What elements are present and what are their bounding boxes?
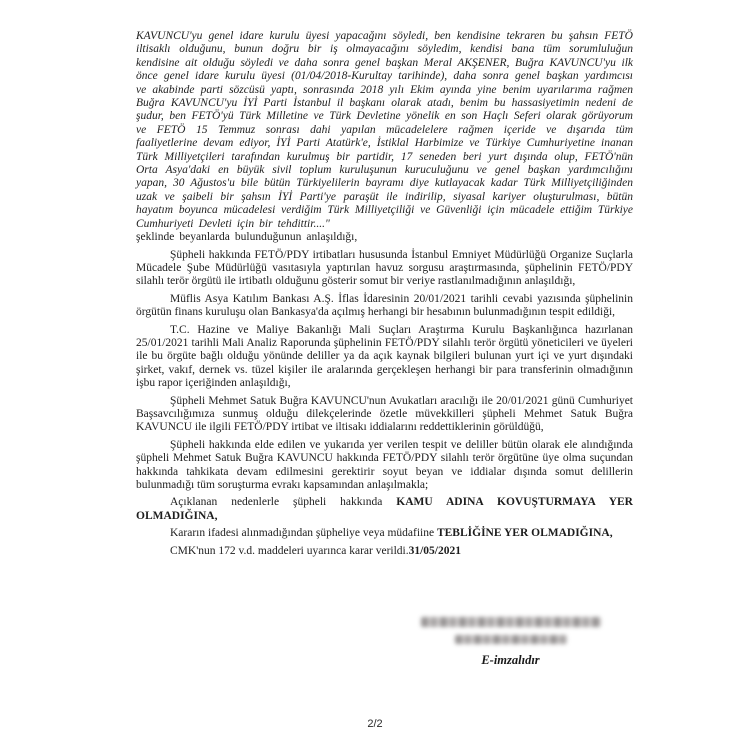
- signature-block: [403, 617, 618, 668]
- paragraph: [136, 30, 633, 245]
- paragraph: [136, 545, 633, 558]
- paragraph-segment: Şüpheli hakkında FETÖ/PDY irtibatları hususunda İstanbul Emniyet Müdürlüğü Organize Suçlarla Mücadele Şube Müdürlüğü vasıtasıyla yaptırılan havuz sorgusu araştırmasında, şüphelinin FETÖ/PDY silahlı terör örgütü ile irtibatlı olduğunu gösterir somut bir veriye rastlanılmadığının anlaşıldığı,: [136, 248, 633, 288]
- paragraph-segment: 31/05/2021: [408, 544, 461, 557]
- paragraph-segment: şeklinde beyanlarda bulunduğunun anlaşıldığı,: [136, 231, 358, 244]
- paragraph-segment: T.C. Hazine ve Maliye Bakanlığı Mali Suçları Araştırma Kurulu Başkanlığınca hazırlanan 25/01/2021 tarihli Mali Analiz Raporunda şüphelinin FETÖ/PDY silahlı terör örgütü yöneticileri ve üyeleri ile bu örgüte bağlı olduğu yönünde deliller ya da açık kaynak bilgileri bulunan yurt içi ve yurt dışındaki şirket, vakıf, dernek vs. tüzel kişiler ile aralarında gerçekleşen herhangi bir para transferinin olmadığının işbu rapor içeriğinden anlaşıldığı,: [136, 323, 633, 390]
- paragraph: [136, 439, 633, 493]
- paragraph-segment: Kararın ifadesi alınmadığından şüpheliye veya müdafiine: [170, 527, 437, 540]
- paragraph-segment: Şüpheli Mehmet Satuk Buğra KAVUNCU'nun Avukatları aracılığı ile 20/01/2021 günü Cumhuriyet Başsavcılığımıza sunmuş olduğu dilekçelerinde özetle müvekkilleri şüpheli Mehmet Satuk Buğra KAVUNCU ile ilgili FETÖ/PDY irtibat ve iltisakı iddialarını reddettiklerinin görüldüğü,: [136, 394, 633, 434]
- paragraph: [136, 395, 633, 435]
- paragraph: [136, 324, 633, 391]
- redacted-signatory-title: [455, 635, 567, 644]
- paragraph-segment: Şüpheli hakkında elde edilen ve yukarıda yer verilen tespit ve deliller bütün olarak ele alındığında şüpheli Mehmet Satuk Buğra KAVUNCU hakkında FETÖ/PDY silahlı terör örgütüne üye olma suçundan hakkında tahkikata devam edilmesini gerektirir soyut beyan ve iddialar dışında somut delillerin bulunmadığı tüm soruşturma evrakı kapsamından anlaşılmakla;: [136, 438, 633, 491]
- paragraph: [136, 527, 633, 540]
- redacted-signatory-name: [421, 617, 601, 627]
- paragraph: [136, 293, 633, 320]
- document-body: [136, 30, 633, 562]
- e-signature-label: E-imzalıdır: [481, 653, 540, 667]
- paragraph-segment: Açıklanan nedenlerle şüpheli hakkında: [170, 496, 397, 509]
- paragraph-segment: KAVUNCU'yu genel idare kurulu üyesi yapacağını söyledi, ben kendisine tekraren bu şahsın FETÖ iltisaklı olduğunu, bunun doğru bir iş olmayacağını söyledim, kendisi bana tüm sorumluluğun kendisine ait olduğu söyledi ve daha sonra genel başkan Meral AKŞENER, Buğra KAVUNCU'yu ilk önce genel idare kurulu üyesi (01/04/2018-Kurultay tarihinde), daha sonra genel başkan yardımcısı ve akabinde parti sözcüsü yaptı, sonrasında 2018 yılı Ekim ayında yine benim uyarılarıma rağmen Buğra KAVUNCU'yu İYİ Parti İstanbul il başkanı olarak atadı, benim bu hassasiyetimin nedeni de şudur, ben FETÖ'yü Türk Milletine ve Türk Devletine yönelik en son Haçlı Seferi olarak görüyorum ve FETÖ 15 Temmuz sonrası dahi yapılan mücadelelere rağmen içeride ve dışarıda tüm faaliyetlerine devam ediyor, İYİ Parti Atatürk'e, İstiklal Harbimize ve Türkiye Cumhuriyetine inanan Türk Milliyetçileri tarafından kurulmuş bir partidir, 17 seneden beri yurt dışında olup, FETÖ'nün Orta Asya'daki en büyük sivil toplum kuruluşunun kuruculuğunu ve genel başkan yardımcılığını yapan, 30 Ağustos'u bile bütün Türkiyelilerin bayramı diye kutlayacak kadar Türk Milliyetçiliğinden uzak ve şaibeli bir şahsın İYİ Parti'ye paraşüt ile indirilip, siyasal kariyer oluşturulması, bütün hayatım boyunca mücadelesi verdiğim Türk Milliyetçiliği ve Güvenliği için mücadele ettiğim Türkiye Cumhuriyeti Devleti için bir tehdittir....": [136, 30, 633, 230]
- paragraph-segment: TEBLİĞİNE YER OLMADIĞINA,: [436, 527, 613, 540]
- paragraph: [136, 496, 633, 523]
- paragraph: [136, 249, 633, 289]
- paragraph-segment: CMK'nun 172 v.d. maddeleri uyarınca karar verildi.: [170, 544, 409, 557]
- page-number: 2/2: [367, 718, 383, 730]
- paragraph-segment: Müflis Asya Katılım Bankası A.Ş. İflas İdaresinin 20/01/2021 tarihli cevabi yazısında şüphelinin örgütün finans kuruluşu olan Bankasya'da açılmış herhangi bir hesabının bulunmadığının tespit edildiği,: [136, 292, 633, 319]
- paragraph-segment: KAMU ADINA KOVUŞTURMAYA YER OLMADIĞINA,: [136, 496, 633, 522]
